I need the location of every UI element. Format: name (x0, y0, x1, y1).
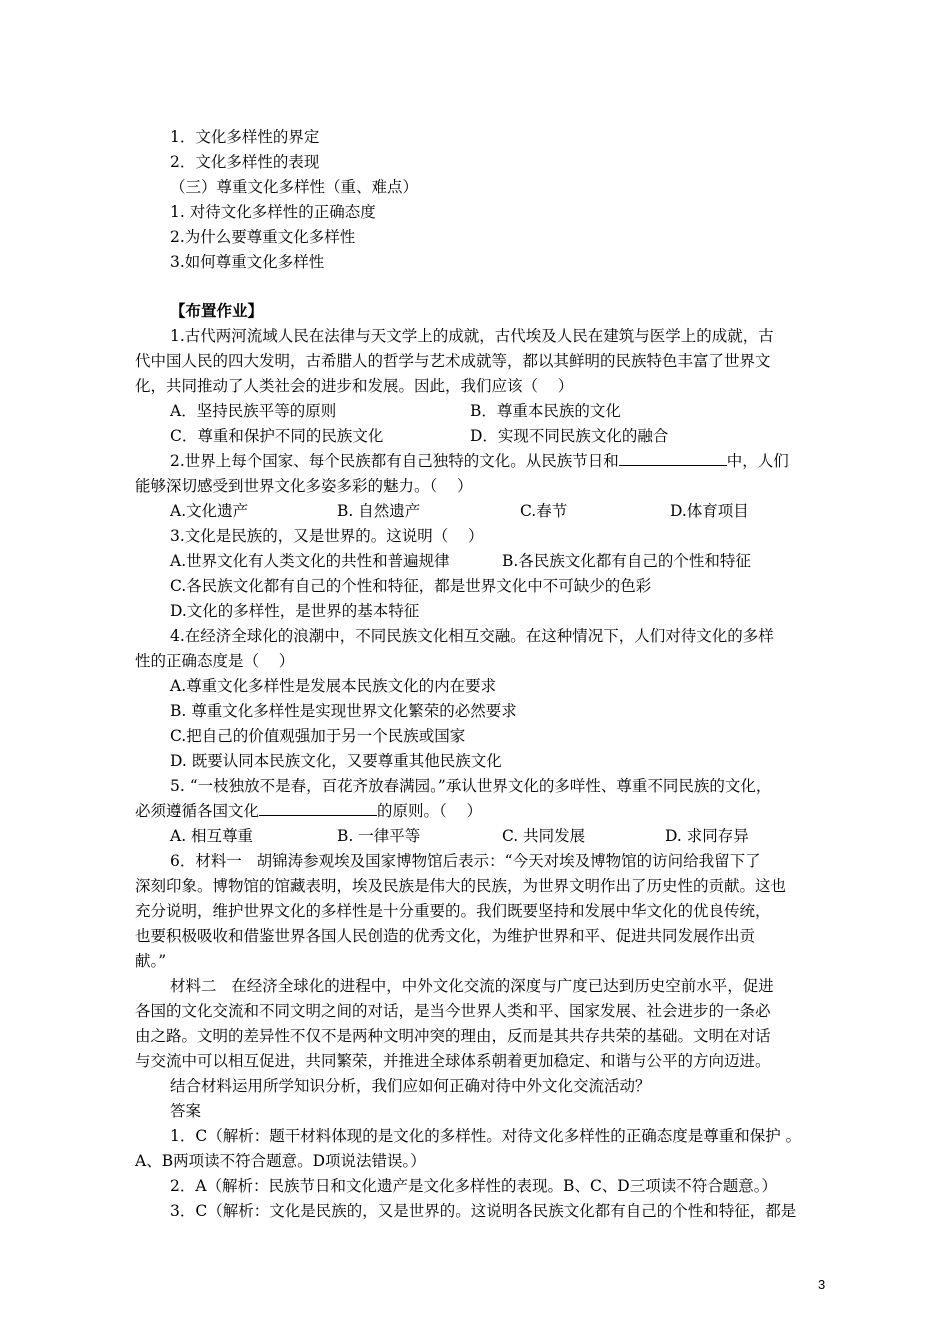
outline-item: 2.为什么要尊重文化多样性 (170, 228, 356, 246)
q2-option-c: C.春节 (520, 502, 568, 520)
q2-text-b: 中，人们 (726, 452, 789, 470)
q2-option-b: B. 自然遗产 (337, 502, 421, 520)
q4-option-a: A.尊重文化多样性是发展本民族文化的内在要求 (170, 677, 497, 695)
q5-option-a: A. 相互尊重 (170, 827, 254, 845)
answer-blank (619, 451, 727, 466)
q6-material1: 充分说明，维护世界文化的多样性是十分重要的。我们既要坚持和发展中华文化的优良传统， (135, 902, 771, 920)
q2-option-a: A.文化遗产 (170, 502, 249, 520)
outline-item: 1. 对待文化多样性的正确态度 (170, 203, 376, 221)
q1-line: 化，共同推动了人类社会的进步和发展。因此，我们应该（ ） (135, 377, 574, 395)
outline-item: 1．文化多样性的界定 (170, 128, 320, 146)
answers-heading: 答案 (170, 1102, 202, 1120)
answer-3: 3．C（解析：文化是民族的，又是世界的。这说明各民族文化都有自己的个性和特征，都是 (170, 1202, 797, 1220)
outline-item: 2．文化多样性的表现 (170, 153, 320, 171)
answer-blank (259, 801, 377, 816)
page-number: 3 (818, 1277, 826, 1292)
q3-option-a: A.世界文化有人类文化的共性和普遍规律 (170, 552, 450, 570)
q1-option-c: C．尊重和保护不同的民族文化 (170, 427, 384, 445)
q3-option-b: B.各民族文化都有自己的个性和特征 (502, 552, 751, 570)
q1-line: 代中国人民的四大发明，古希腊人的哲学与艺术成就等，都以其鲜明的民族特色丰富了世界文 (135, 352, 771, 370)
q2-line (170, 451, 789, 471)
q3-option-d: D.文化的多样性，是世界的基本特征 (170, 602, 420, 620)
q6-material2: 由之路。文明的差异性不仅不是两种文明冲突的理由，反而是其共存共荣的基础。文明在对话 (135, 1027, 771, 1045)
q4-line: 性的正确态度是（ ） (135, 652, 295, 670)
q1-line: 1.古代两河流域人民在法律与天文学上的成就，古代埃及人民在建筑与医学上的成就，古 (170, 327, 774, 345)
answer-1: A、B两项读不符合题意。D项说法错误。） (135, 1152, 426, 1170)
q5-option-d: D. 求同存异 (665, 827, 749, 845)
q1-option-b: B．尊重本民族的文化 (470, 402, 621, 420)
q6-material1: 深刻印象。博物馆的馆藏表明，埃及民族是伟大的民族，为世界文明作出了历史性的贡献。这也 (135, 877, 787, 895)
q2-line: 能够深切感受到世界文化多姿多彩的魅力。（ ） (135, 477, 473, 495)
q5-text-b: 的原则。（ ） (377, 802, 482, 820)
q3-line: 3.文化是民族的，又是世界的。这说明（ ） (170, 527, 484, 545)
answer-1: 1．C（解析：题干材料体现的是文化的多样性。对待文化多样性的正确态度是尊重和保护 。 (170, 1127, 802, 1145)
outline-heading: （三）尊重文化多样性（重、难点） (170, 178, 419, 196)
q6-material2: 与交流中可以相互促进，共同繁荣，并推进全球体系朝着更加稳定、和谐与公平的方向迈进。 (135, 1052, 771, 1070)
q5-text-a: 必须遵循各国文化 (135, 802, 260, 820)
q4-option-b: B. 尊重文化多样性是实现世界文化繁荣的必然要求 (170, 702, 517, 720)
q6-material1: 6．材料一 胡锦涛参观埃及国家博物馆后表示：“今天对埃及博物馆的访问给我留下了 (170, 852, 761, 870)
q6-material1: 也要积极吸收和借鉴世界各国人民创造的优秀文化，为维护世界和平、促进共同发展作出贡 (135, 927, 756, 945)
q4-line: 4.在经济全球化的浪潮中，不同民族文化相互交融。在这种情况下，人们对待文化的多样 (170, 627, 774, 645)
outline-item: 3.如何尊重文化多样性 (170, 253, 325, 271)
homework-heading: 【布置作业】 (170, 301, 264, 320)
q6-question: 结合材料运用所学知识分析，我们应如何正确对待中外文化交流活动？ (170, 1077, 651, 1095)
q3-option-c: C.各民族文化都有自己的个性和特征，都是世界文化中不可缺少的色彩 (170, 577, 652, 595)
q2-text-a: 2.世界上每个国家、每个民族都有自己独特的文化。从民族节日和 (170, 452, 619, 470)
q5-option-c: C. 共同发展 (502, 827, 586, 845)
q6-material2: 材料二 在经济全球化的进程中，中外文化交流的深度与广度已达到历史空前水平，促进 (170, 977, 774, 995)
q5-option-b: B. 一律平等 (337, 827, 421, 845)
q6-material1: 献。” (135, 952, 167, 970)
q4-option-d: D. 既要认同本民族文化，又要尊重其他民族文化 (170, 752, 502, 770)
q1-option-a: A．坚持民族平等的原则 (170, 402, 337, 420)
q4-option-c: C.把自己的价值观强加于另一个民族或国家 (170, 727, 466, 745)
q5-line: 5. “一枝独放不是春，百花齐放春满园。”承认世界文化的多咩性、尊重不同民族的文化， (170, 777, 772, 795)
q6-material2: 各国的文化交流和不同文明之间的对话，是当今世界人类和平、国家发展、社会进步的一条必 (135, 1002, 771, 1020)
answer-2: 2．A（解析：民族节日和文化遗产是文化多样性的表现。B、C、D三项读不符合题意。） (170, 1177, 777, 1195)
q5-line (135, 801, 482, 821)
q2-option-d: D.体育项目 (670, 502, 749, 520)
q1-option-d: D．实现不同民族文化的融合 (470, 427, 669, 445)
